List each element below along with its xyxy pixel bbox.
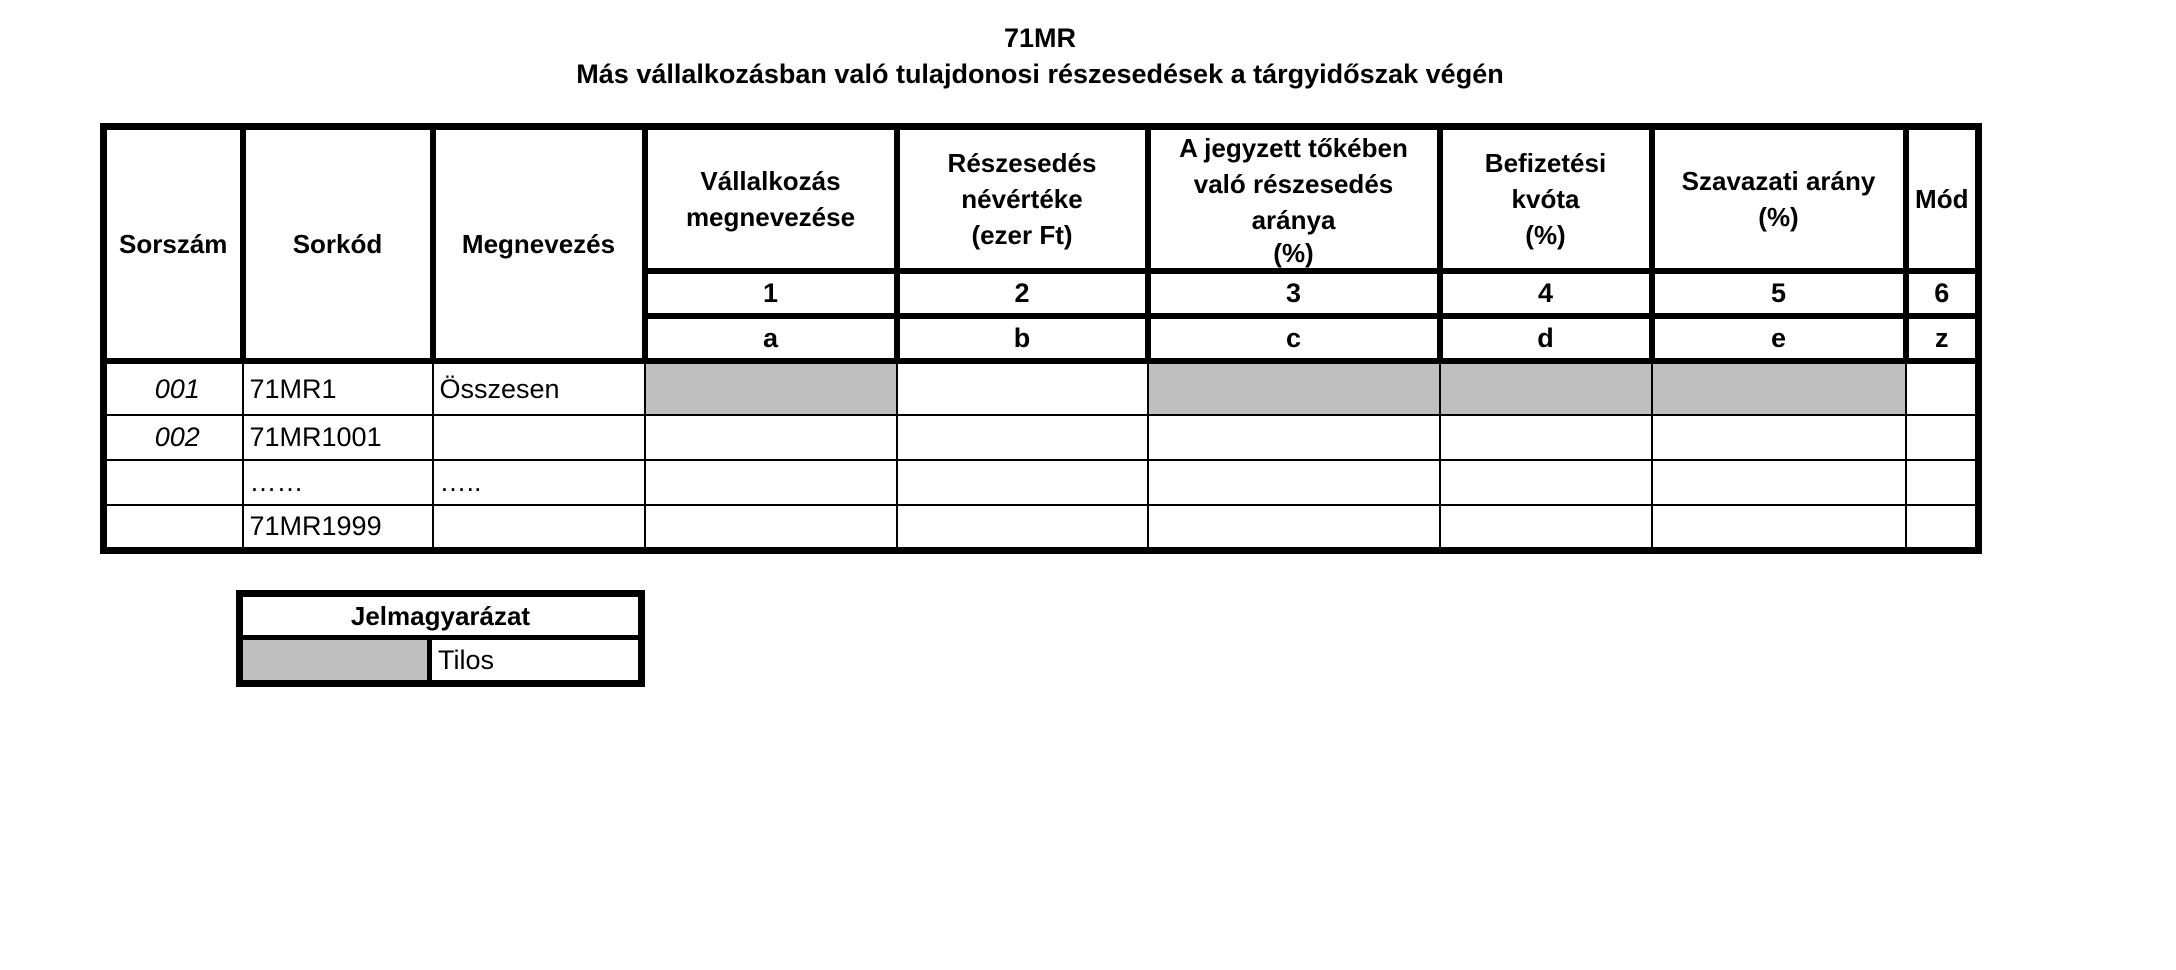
forbidden-cell bbox=[1148, 361, 1440, 415]
data-table bbox=[100, 123, 1982, 554]
header-megnevezes: Megnevezés bbox=[433, 127, 645, 362]
data-cell[interactable] bbox=[897, 460, 1148, 505]
table-row bbox=[104, 505, 1979, 550]
forbidden-cell bbox=[1652, 361, 1906, 415]
column-letter-a: a bbox=[645, 316, 897, 361]
data-cell[interactable] bbox=[1906, 505, 1979, 550]
table-row bbox=[104, 460, 1979, 505]
row-sorkod: …… bbox=[243, 460, 433, 505]
form-code: 71MR bbox=[1003, 23, 1077, 53]
row-sorkod: 71MR1999 bbox=[243, 505, 433, 550]
header-col3: A jegyzett tőkében való részesedés aránya (%) bbox=[1148, 127, 1440, 272]
table-row bbox=[104, 361, 1979, 415]
data-cell[interactable] bbox=[1148, 505, 1440, 550]
data-cell[interactable] bbox=[1652, 505, 1906, 550]
forbidden-cell bbox=[645, 361, 897, 415]
legend bbox=[236, 590, 645, 687]
row-megnevezes bbox=[433, 415, 645, 460]
column-letter-b: b bbox=[897, 316, 1148, 361]
forbidden-cell bbox=[1440, 361, 1652, 415]
row-sorszam bbox=[104, 460, 243, 505]
header-col6: Mód bbox=[1906, 127, 1979, 272]
data-cell[interactable] bbox=[645, 460, 897, 505]
data-cell[interactable] bbox=[1148, 460, 1440, 505]
data-cell[interactable] bbox=[897, 505, 1148, 550]
column-letter-z: z bbox=[1906, 316, 1979, 361]
legend-title: Jelmagyarázat bbox=[240, 594, 642, 638]
column-number-6: 6 bbox=[1906, 271, 1979, 316]
data-cell[interactable] bbox=[1652, 415, 1906, 460]
data-cell[interactable] bbox=[1440, 460, 1652, 505]
header-sorszam: Sorszám bbox=[104, 127, 243, 362]
row-sorszam: 002 bbox=[104, 415, 243, 460]
table-row bbox=[104, 415, 1979, 460]
header-col2: Részesedés névértéke (ezer Ft) bbox=[897, 127, 1148, 272]
data-cell[interactable] bbox=[1906, 460, 1979, 505]
legend-label: Tilos bbox=[430, 638, 642, 684]
row-megnevezes: Összesen bbox=[433, 361, 645, 415]
data-cell[interactable] bbox=[897, 361, 1148, 415]
row-sorkod: 71MR1001 bbox=[243, 415, 433, 460]
header-col4: Befizetési kvóta (%) bbox=[1440, 127, 1652, 272]
row-sorkod: 71MR1 bbox=[243, 361, 433, 415]
row-sorszam bbox=[104, 505, 243, 550]
column-number-5: 5 bbox=[1652, 271, 1906, 316]
header-col1: Vállalkozás megnevezése bbox=[645, 127, 897, 272]
legend-swatch bbox=[240, 638, 430, 684]
column-number-1: 1 bbox=[645, 271, 897, 316]
data-cell[interactable] bbox=[897, 415, 1148, 460]
data-cell[interactable] bbox=[1906, 361, 1979, 415]
column-letter-c: c bbox=[1148, 316, 1440, 361]
header-sorkod: Sorkód bbox=[243, 127, 433, 362]
data-cell[interactable] bbox=[645, 415, 897, 460]
row-megnevezes bbox=[433, 505, 645, 550]
form-title: Más vállalkozásban való tulajdonosi részesedések a tárgyidőszak végén bbox=[576, 59, 1504, 89]
data-cell[interactable] bbox=[1148, 415, 1440, 460]
column-number-3: 3 bbox=[1148, 271, 1440, 316]
column-number-2: 2 bbox=[897, 271, 1148, 316]
data-cell[interactable] bbox=[1652, 460, 1906, 505]
column-number-4: 4 bbox=[1440, 271, 1652, 316]
row-sorszam: 001 bbox=[104, 361, 243, 415]
row-megnevezes: ….. bbox=[433, 460, 645, 505]
title-block bbox=[0, 20, 2080, 92]
header-col5: Szavazati arány (%) bbox=[1652, 127, 1906, 272]
data-cell[interactable] bbox=[1440, 415, 1652, 460]
data-cell[interactable] bbox=[645, 505, 897, 550]
data-cell[interactable] bbox=[1906, 415, 1979, 460]
column-letter-e: e bbox=[1652, 316, 1906, 361]
column-letter-d: d bbox=[1440, 316, 1652, 361]
data-cell[interactable] bbox=[1440, 505, 1652, 550]
